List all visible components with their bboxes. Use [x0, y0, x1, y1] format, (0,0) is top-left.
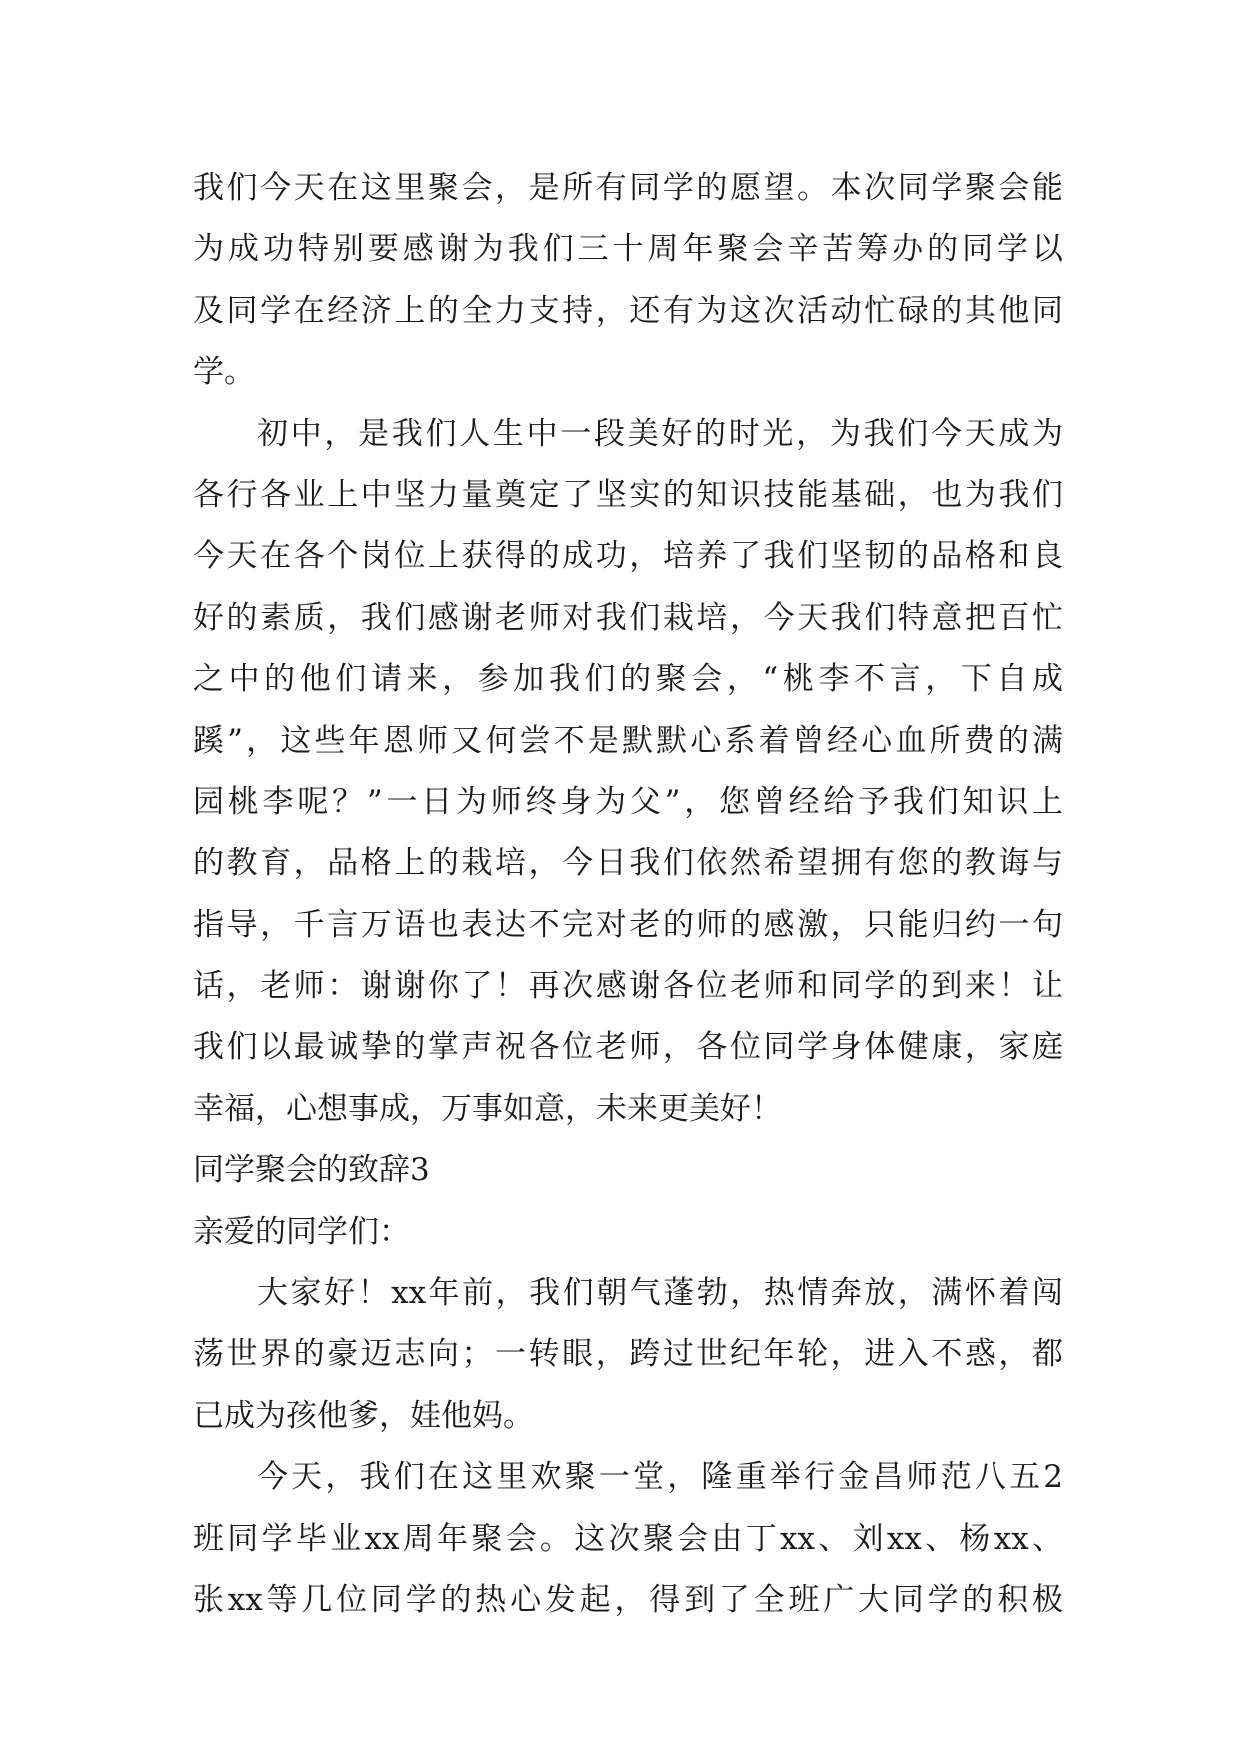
text-line: 园桃李呢？”一日为师终身为父”，您曾经给予我们知识上 — [193, 783, 1063, 820]
text-line: 各行各业上中坚力量奠定了坚实的知识技能基础，也为我们 — [193, 476, 1063, 513]
text-line: 班同学毕业xx周年聚会。这次聚会由丁xx、刘xx、杨xx、 — [193, 1520, 1063, 1557]
text-line: 我们以最诚挚的掌声祝各位老师，各位同学身体健康，家庭 — [193, 1029, 1063, 1066]
text-line: 为成功特别要感谢为我们三十周年聚会辛苦筹办的同学以 — [193, 231, 1063, 268]
paragraph-first-line: 初中，是我们人生中一段美好的时光，为我们今天成为 — [257, 415, 1063, 452]
text-line: 的教育，品格上的栽培，今日我们依然希望拥有您的教诲与 — [193, 845, 1063, 882]
text-line: 幸福，心想事成，万事如意，未来更美好！ — [193, 1090, 782, 1127]
text-line: 学。 — [193, 354, 255, 391]
document-page — [193, 158, 1063, 1631]
text-line: 荡世界的豪迈志向；一转眼，跨过世纪年轮，进入不惑，都 — [193, 1336, 1063, 1373]
text-line: 张xx等几位同学的热心发起，得到了全班广大同学的积极 — [193, 1581, 1063, 1618]
paragraph-first-line: 大家好！xx年前，我们朝气蓬勃，热情奔放，满怀着闯 — [257, 1275, 1063, 1312]
section-heading: 同学聚会的致辞3 — [193, 1152, 430, 1189]
text-line: 话，老师：谢谢你了！再次感谢各位老师和同学的到来！让 — [193, 968, 1063, 1005]
text-line: 我们今天在这里聚会，是所有同学的愿望。本次同学聚会能 — [193, 170, 1063, 206]
text-line: 好的素质，我们感谢老师对我们栽培，今天我们特意把百忙 — [193, 599, 1063, 636]
text-line: 今天在各个岗位上获得的成功，培养了我们坚韧的品格和良 — [193, 538, 1063, 575]
text-line: 之中的他们请来，参加我们的聚会，“桃李不言，下自成 — [193, 661, 1063, 698]
text-line: 指导，千言万语也表达不完对老的师的感激，只能归约一句 — [193, 906, 1063, 943]
text-line: 及同学在经济上的全力支持，还有为这次活动忙碌的其他同 — [193, 292, 1063, 329]
text-line: 蹊”，这些年恩师又何尝不是默默心系着曾经心血所费的满 — [193, 722, 1063, 759]
salutation: 亲爱的同学们： — [193, 1213, 410, 1250]
paragraph-first-line: 今天，我们在这里欢聚一堂，隆重举行金昌师范八五2 — [257, 1459, 1063, 1496]
text-line: 已成为孩他爹，娃他妈。 — [193, 1397, 534, 1434]
